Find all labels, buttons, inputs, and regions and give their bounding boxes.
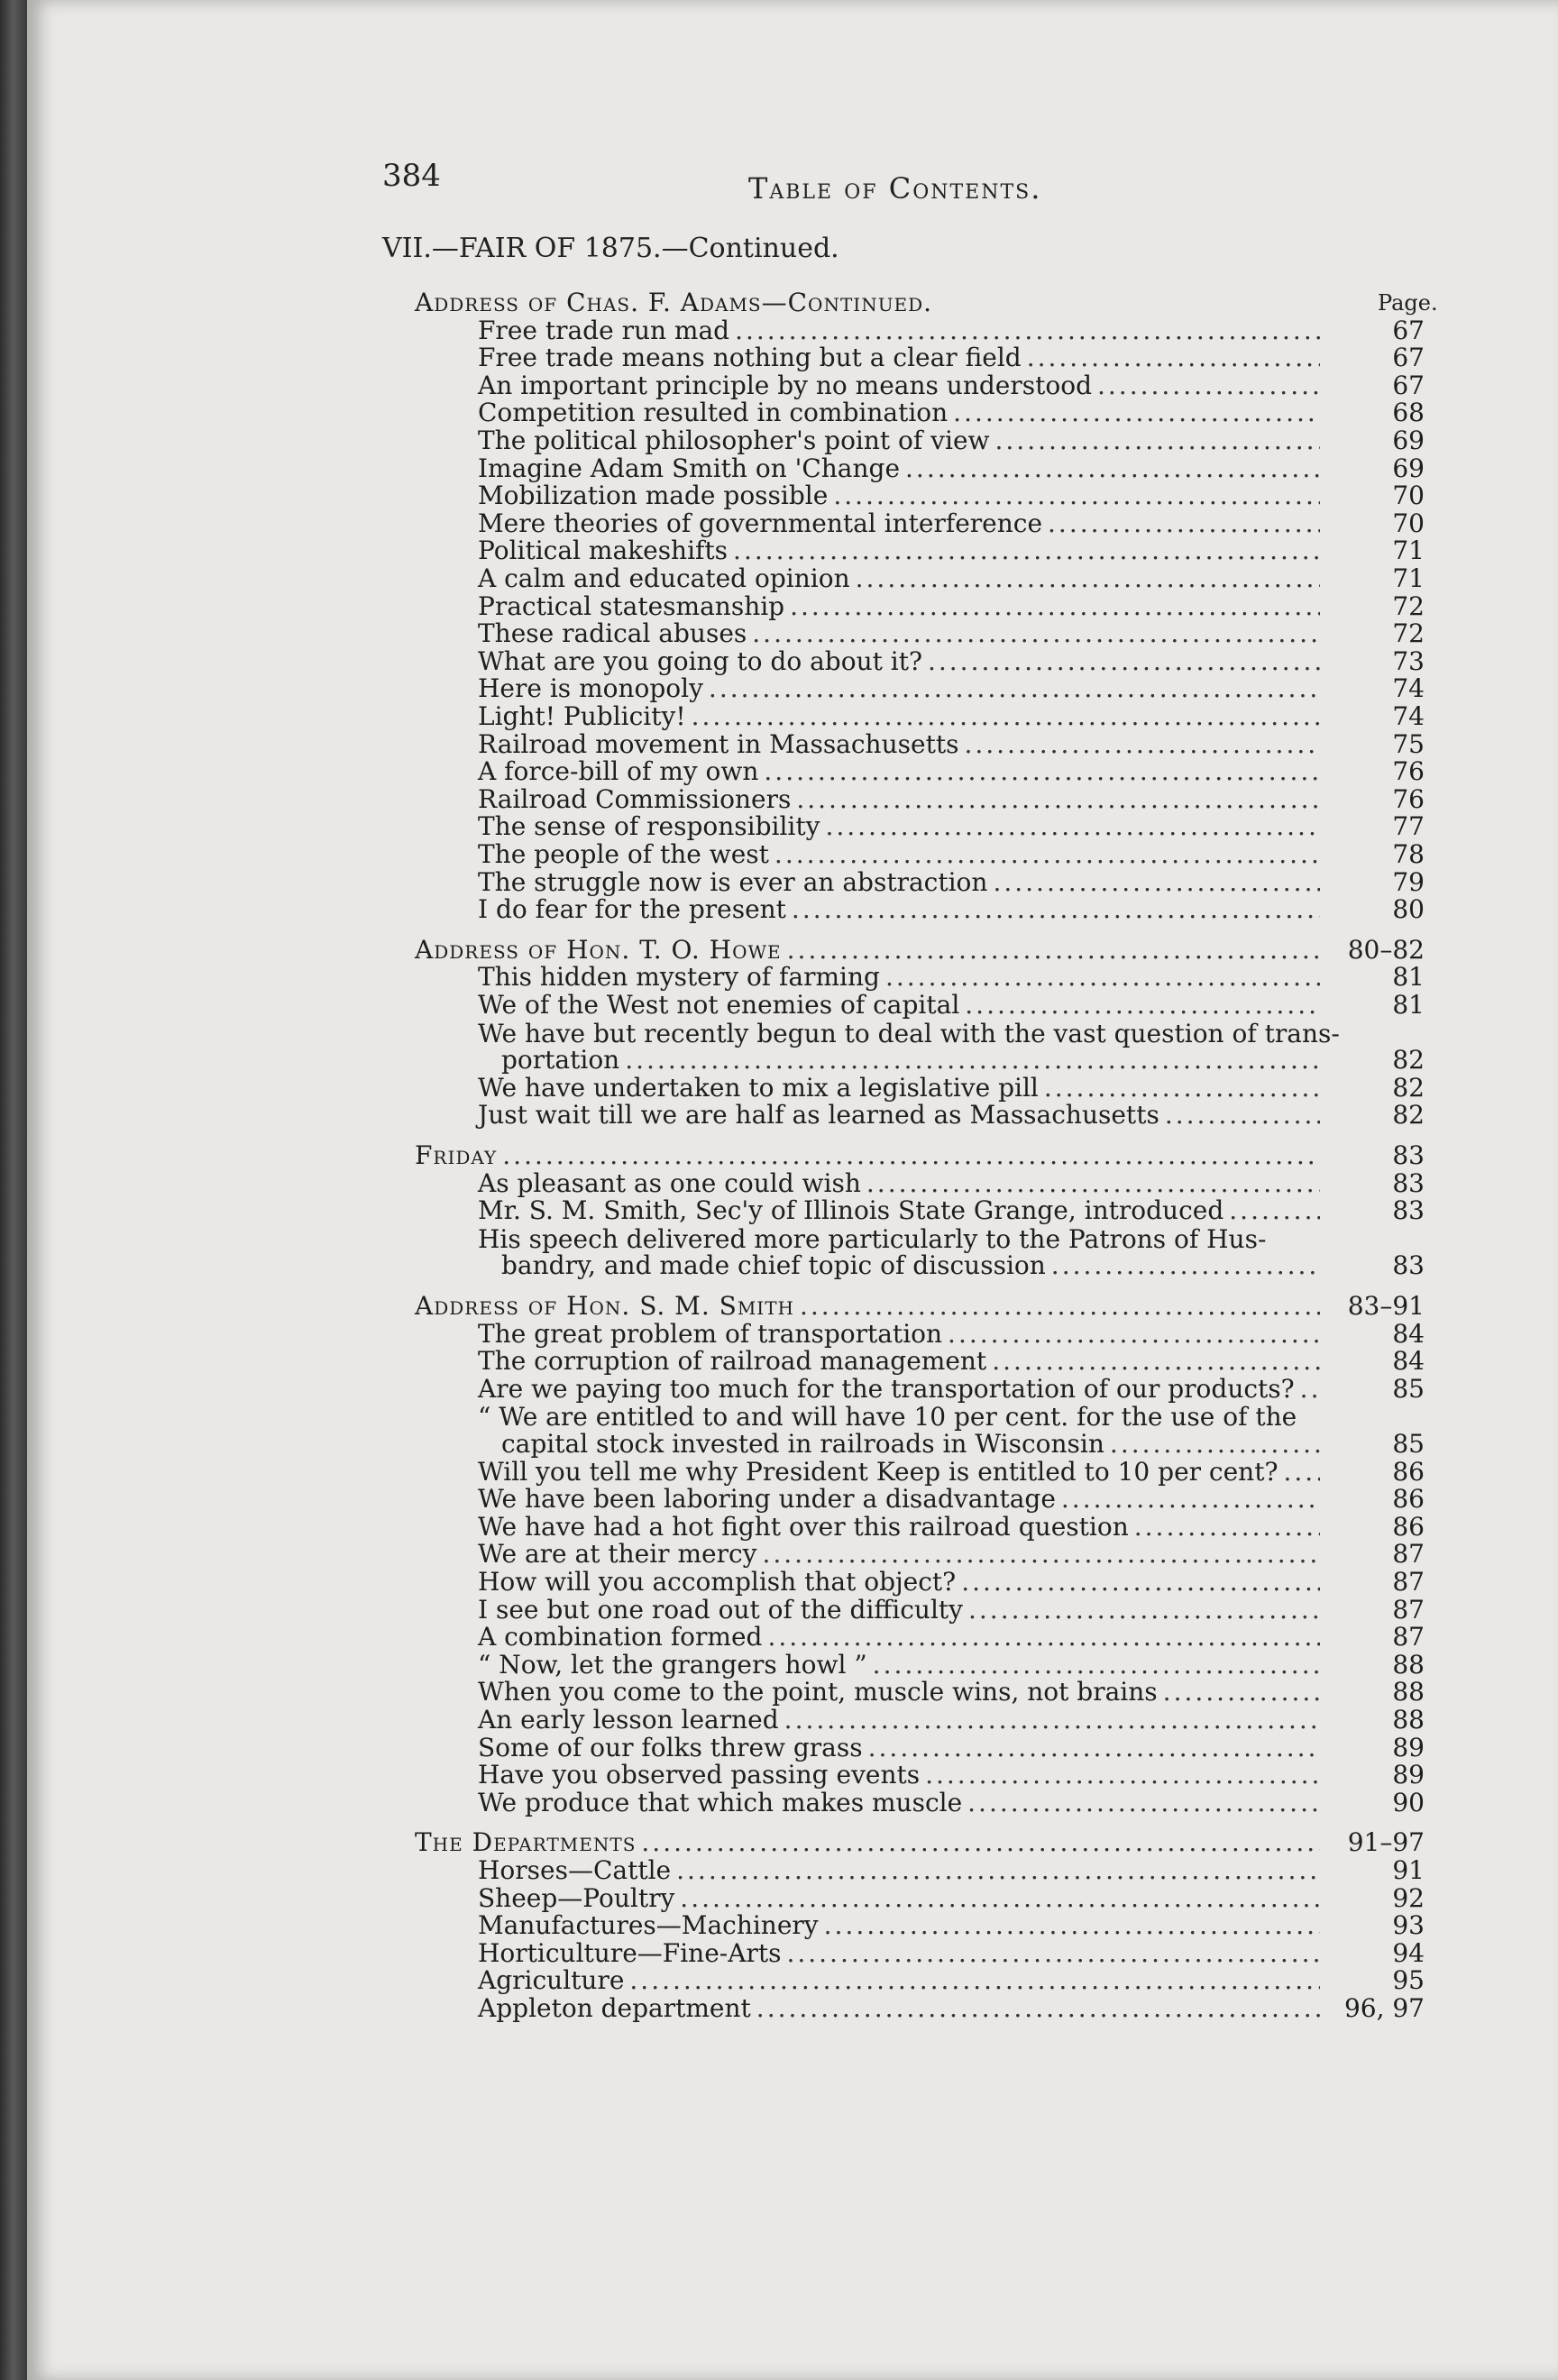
dot-leader [953,398,1320,427]
toc-entry [478,757,1425,786]
toc-entry-text: Railroad movement in Massachusetts [478,728,959,759]
toc-entry-text: The political philosopher's point of view [478,426,990,455]
dot-leader [796,785,1320,814]
toc-entry-wrapped-line [478,1402,1297,1432]
dot-leader [784,1706,1320,1735]
dot-leader [965,991,1320,1020]
toc-entry-text: The people of the west [478,839,769,869]
dot-leader [825,812,1320,841]
page-number: 384 [382,158,441,194]
toc-entry [478,1966,1425,1995]
toc-entry [478,674,1425,703]
dot-leader [625,1046,1320,1075]
toc-entry [478,1074,1425,1103]
toc-entry [478,1706,1425,1735]
toc-entry [478,454,1425,483]
toc-page-number: 87 [1392,1622,1425,1652]
toc-page-number: 75 [1392,728,1425,759]
toc-page-number: 86 [1392,1511,1425,1542]
toc-entry-text: “ We are entitled to and will have 10 per cent. for the use of the [478,1402,1297,1433]
toc-entry [501,1046,1425,1075]
toc-entry-text: The struggle now is ever an abstraction [478,866,988,897]
toc-entry [501,1430,1425,1459]
toc-page-number: 78 [1392,839,1425,869]
toc-entry-text: We have undertaken to mix a legislative pill [478,1072,1039,1103]
toc-page-number: 84 [1392,1346,1425,1377]
toc-entry [478,991,1425,1020]
toc-entry [478,316,1425,345]
toc-entry-text: An important principle by no means understood [478,370,1092,400]
toc-entry [478,1734,1425,1762]
dot-leader [1027,343,1320,372]
dot-leader [925,1761,1320,1790]
toc-page-number: 85 [1392,1373,1425,1404]
dot-leader [774,840,1320,869]
toc-page-number: 85 [1392,1429,1425,1459]
toc-entry-text: Appleton department [478,1993,751,2023]
toc-entry [478,536,1425,565]
toc-entry [478,1651,1425,1680]
toc-heading [415,1292,1425,1321]
toc-page-number: 87 [1392,1567,1425,1597]
toc-page-number: 94 [1392,1937,1425,1968]
toc-entry [478,509,1425,538]
toc-entry [478,1678,1425,1707]
toc-entry [478,1169,1425,1198]
toc-heading [415,288,1425,317]
toc-entry-text: Imagine Adam Smith on 'Change [478,453,901,483]
dot-leader [873,1651,1320,1680]
toc-page-number: 80 [1392,894,1425,925]
dot-leader [1061,1485,1320,1514]
toc-entry-text: The great problem of transportation [478,1318,943,1349]
running-head-title: Table of Contents. [748,171,1042,206]
toc-entry-text: Political makeshifts [478,536,729,566]
toc-page-number: 86 [1392,1456,1425,1487]
dot-leader [833,481,1320,510]
toc-page-number: 74 [1392,673,1425,704]
dot-leader [1134,1513,1320,1542]
toc-entry-text: Mobilization made possible [478,481,829,511]
toc-entry [478,592,1425,621]
toc-entry [478,1568,1425,1597]
toc-entry-text: capital stock invested in railroads in Wisconsin [501,1429,1104,1459]
dot-leader [676,1856,1320,1885]
toc-entry [478,1485,1425,1514]
toc-page-number: 81 [1392,990,1425,1020]
dot-leader [961,1568,1320,1597]
toc-entry [478,1596,1425,1625]
toc-entry-text: We have had a hot fight over this railroad question [478,1511,1129,1542]
toc-entry-text: As pleasant as one could wish [478,1167,861,1198]
toc-page-number: 83 [1392,1195,1425,1226]
dot-leader [1048,509,1320,538]
toc-entry [478,963,1425,992]
toc-page-number: 71 [1392,536,1425,566]
section-title: VII.—FAIR OF 1875.—Continued. [382,233,839,264]
toc-page-number: 73 [1392,645,1425,676]
toc-entry-text: Practical statesmanship [478,590,785,621]
dot-leader [764,757,1320,786]
toc-page-number: 83 [1392,1140,1425,1170]
toc-entry [478,1375,1425,1404]
dot-leader [692,702,1320,731]
toc-page-number: 68 [1392,398,1425,428]
toc-entry [478,1856,1425,1885]
toc-heading-text: Address of Hon. T. O. Howe [415,934,782,965]
dot-leader [885,963,1320,992]
toc-entry [478,840,1425,869]
toc-page-number: 88 [1392,1705,1425,1735]
dot-leader [1229,1196,1320,1225]
toc-entry-text: I see but one road out of the difficulty [478,1594,963,1625]
toc-heading [415,936,1425,965]
toc-entry [478,895,1425,924]
toc-entry-wrapped-line [478,1224,1266,1254]
toc-entry-text: Mere theories of governmental interference [478,508,1043,538]
toc-page-number: 82 [1392,1072,1425,1103]
toc-entry [478,1458,1425,1487]
dot-leader [733,536,1320,565]
dot-leader [928,647,1320,676]
toc-page-number: 95 [1392,1965,1425,1996]
toc-entry-text: Horticulture—Fine-Arts [478,1937,782,1968]
dot-leader [800,1292,1320,1321]
dot-leader [762,1540,1320,1569]
toc-entry-text: These radical abuses [478,618,747,649]
dot-leader [709,674,1320,703]
toc-entry-text: We produce that which makes muscle [478,1787,963,1817]
toc-heading-text: The Departments [415,1827,637,1858]
dot-leader [905,454,1320,483]
toc-page-number: 92 [1392,1882,1425,1913]
toc-page-number: 69 [1392,453,1425,483]
toc-page-number: 89 [1392,1732,1425,1762]
dot-leader [866,1169,1320,1198]
toc-entry-text: Manufactures—Machinery [478,1910,819,1941]
dot-leader [641,1828,1320,1857]
toc-page-number: 87 [1392,1539,1425,1570]
toc-entry-text: A force-bill of my own [478,756,759,787]
dot-leader [680,1884,1320,1913]
toc-heading-text: Address of Hon. S. M. Smith [415,1291,794,1321]
dot-leader [856,564,1320,593]
toc-page-number: 72 [1392,590,1425,621]
toc-entry [478,398,1425,427]
dot-leader [824,1911,1320,1940]
toc-entry [478,730,1425,759]
toc-entry-text: We have been laboring under a disadvantage [478,1484,1056,1515]
toc-entry-text: Some of our folks threw grass [478,1732,863,1762]
toc-entry [478,564,1425,593]
toc-page-number: 67 [1392,370,1425,400]
toc-page-number: 90 [1392,1787,1425,1817]
toc-entry-text: Just wait till we are half as learned as Massachusetts [478,1100,1159,1130]
toc-entry [478,1513,1425,1542]
toc-page-number: 72 [1392,618,1425,649]
dot-leader [792,895,1320,924]
toc-entry [478,1939,1425,1968]
toc-page-number: 76 [1392,783,1425,814]
toc-heading [415,1828,1425,1857]
toc-entry [478,702,1425,731]
toc-page-number: 67 [1392,315,1425,345]
page-column-label: Page. [1378,290,1438,316]
toc-entry [478,647,1425,676]
toc-page-number: 70 [1392,508,1425,538]
toc-entry-text: bandry, and made chief topic of discussion [501,1250,1046,1281]
toc-page-number: 69 [1392,426,1425,455]
toc-page-number: 84 [1392,1318,1425,1349]
binding-edge [0,0,27,2380]
dot-leader [1051,1251,1320,1280]
toc-page-number: 74 [1392,701,1425,731]
toc-entry [478,1789,1425,1817]
toc-page-number: 96, 97 [1343,1993,1425,2023]
dot-leader [786,1939,1320,1968]
toc-page-number: 82 [1392,1045,1425,1076]
dot-leader [1044,1074,1320,1103]
toc-entry [478,1761,1425,1790]
toc-page-number: 88 [1392,1677,1425,1707]
toc-page-number: 77 [1392,811,1425,842]
toc-entry [478,1101,1425,1130]
dot-leader [993,868,1320,897]
toc-entry-text: Agriculture [478,1965,625,1996]
toc-entry [478,426,1425,455]
dot-leader [756,1994,1320,2023]
dot-leader [752,619,1320,648]
toc-entry-text: Free trade run mad [478,315,730,345]
toc-page-number: 93 [1392,1910,1425,1941]
toc-entry-text: We have but recently begun to deal with the vast question of trans- [478,1018,1340,1048]
toc-entry-text: What are you going to do about it? [478,645,922,676]
dot-leader [787,936,1320,965]
toc-entry-text: When you come to the point, muscle wins, not brains [478,1677,1158,1707]
dot-leader [967,1789,1320,1817]
toc-page-number: 79 [1392,866,1425,897]
dot-leader [1283,1458,1320,1487]
toc-page-number: 86 [1392,1484,1425,1515]
dot-leader [868,1734,1320,1762]
toc-entry [478,1540,1425,1569]
toc-entry-text: An early lesson learned [478,1705,779,1735]
toc-page-number: 80–82 [1347,934,1425,965]
toc-entry-text: Have you observed passing events [478,1760,921,1790]
toc-entry-text: Railroad Commissioners [478,783,792,814]
toc-page-number: 70 [1392,481,1425,511]
toc-entry [478,1884,1425,1913]
toc-page-number: 83 [1392,1167,1425,1198]
toc-entry-text: How will you accomplish that object? [478,1567,957,1597]
toc-entry-text: Competition resulted in combination [478,398,949,428]
toc-entry [478,1994,1425,2023]
toc-entry [478,1320,1425,1349]
toc-entry [478,343,1425,372]
toc-entry-text: We of the West not enemies of capital [478,990,960,1020]
dot-leader [948,1320,1320,1349]
toc-entry-text: We are at their mercy [478,1539,757,1570]
toc-entry-text: Sheep—Poultry [478,1882,675,1913]
toc-entry [478,619,1425,648]
dot-leader [1300,1375,1320,1404]
dot-leader [1165,1101,1320,1130]
toc-entry [478,1196,1425,1225]
toc-page-number: 76 [1392,756,1425,787]
toc-entry-text: Light! Publicity! [478,701,686,731]
toc-entry [478,1347,1425,1376]
toc-page-number: 67 [1392,343,1425,373]
toc-page-number: 91 [1392,1855,1425,1885]
toc-entry [478,481,1425,510]
toc-entry [501,1251,1425,1280]
dot-leader [1097,371,1320,400]
toc-entry-text: The sense of responsibility [478,811,820,842]
toc-entry [478,812,1425,841]
toc-entry [478,371,1425,400]
toc-heading-text: Friday [415,1140,498,1170]
dot-leader [968,1596,1320,1625]
toc-entry-text: Mr. S. M. Smith, Sec'y of Illinois State Grange, introduced [478,1195,1224,1226]
toc-entry-text: A calm and educated opinion [478,563,850,593]
toc-entry-text: His speech delivered more particularly to the Patrons of Hus- [478,1223,1267,1254]
dot-leader [964,730,1320,759]
toc-entry-text: Are we paying too much for the transportation of our products? [478,1373,1295,1404]
toc-page-number: 81 [1392,962,1425,993]
toc-page-number: 89 [1392,1760,1425,1790]
dot-leader [1163,1678,1320,1707]
toc-page-number: 71 [1392,563,1425,593]
toc-page-number: 82 [1392,1100,1425,1130]
toc-entry-text: I do fear for the present [478,894,786,925]
dot-leader [629,1966,1320,1995]
dot-leader [735,316,1320,345]
toc-entry-text: Free trade means nothing but a clear field [478,343,1022,373]
toc-heading-text: Address of Chas. F. Adams—Continued. [415,288,933,317]
toc-entry [478,785,1425,814]
toc-entry [478,1623,1425,1652]
dot-leader [992,1347,1320,1376]
toc-heading [415,1141,1425,1170]
toc-page-number: 91–97 [1347,1827,1425,1858]
toc-entry-wrapped-line [478,1019,1340,1048]
dot-leader [1110,1430,1320,1459]
toc-page-number: 83–91 [1347,1291,1425,1321]
toc-page-number: 88 [1392,1649,1425,1680]
toc-entry-text: portation [501,1045,620,1076]
dot-leader [790,592,1320,621]
toc-entry-text: Here is monopoly [478,673,703,704]
toc-entry-text: The corruption of railroad management [478,1346,987,1377]
dot-leader [767,1623,1320,1652]
toc-page-number: 83 [1392,1250,1425,1281]
dot-leader [995,426,1321,455]
toc-entry-text: Horses—Cattle [478,1855,672,1885]
toc-entry-text: “ Now, let the grangers howl ” [478,1649,867,1680]
toc-entry [478,868,1425,897]
toc-entry-text: Will you tell me why President Keep is entitled to 10 per cent? [478,1456,1278,1487]
toc-entry-text: This hidden mystery of farming [478,962,880,993]
toc-entry-text: A combination formed [478,1622,763,1652]
toc-entry [478,1911,1425,1940]
toc-page-number: 87 [1392,1594,1425,1625]
dot-leader [502,1141,1320,1170]
